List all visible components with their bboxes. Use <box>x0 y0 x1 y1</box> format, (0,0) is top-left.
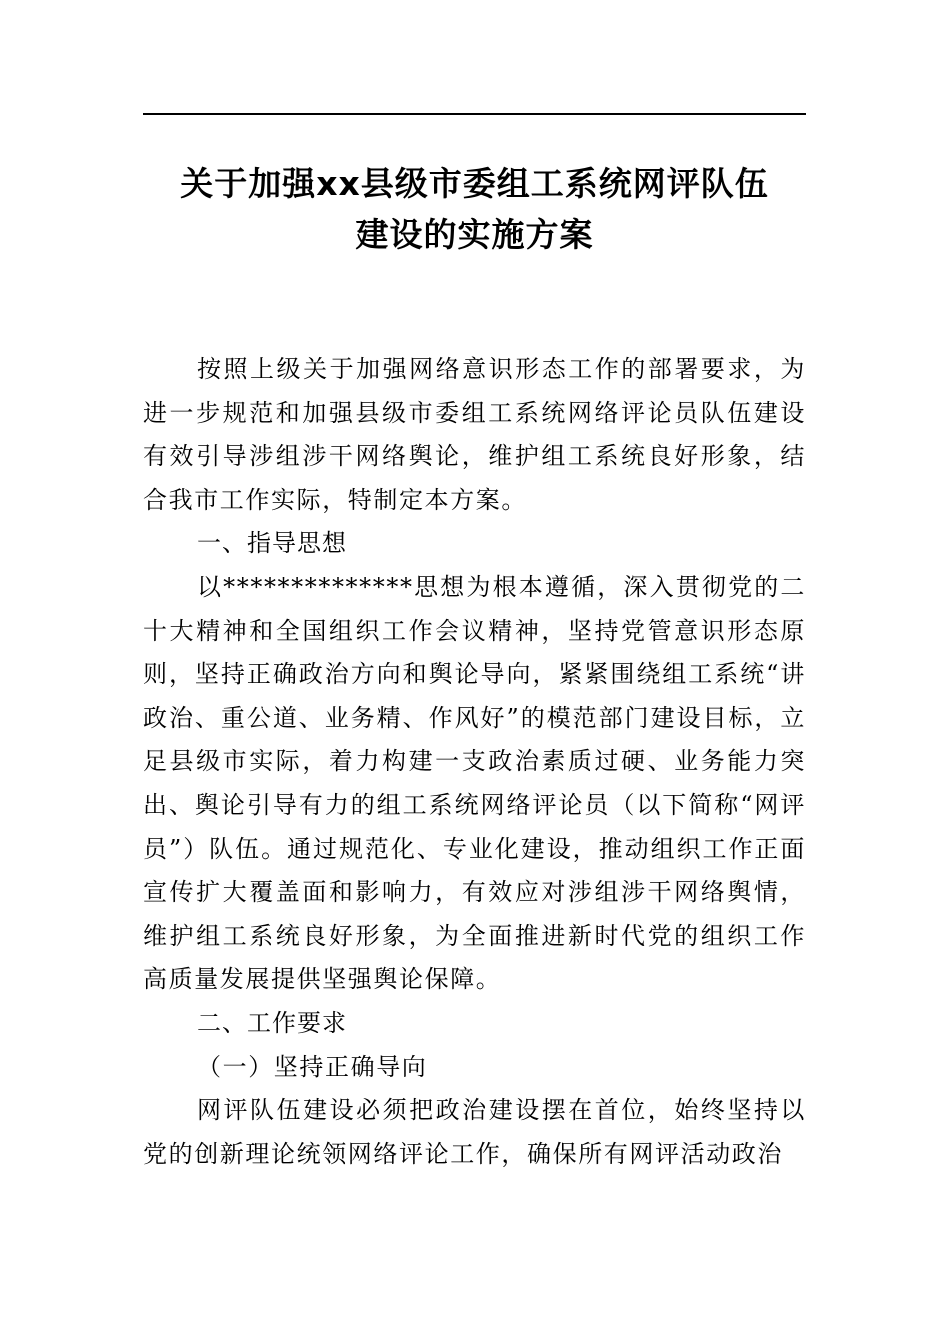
title-line-1: 关于加强xx县级市委组工系统网评队伍 <box>180 164 769 203</box>
section-heading-work-requirements: 二、工作要求 <box>197 1008 347 1037</box>
document-body <box>143 348 806 1176</box>
section-heading-guiding-thought: 一、指导思想 <box>197 529 347 558</box>
intro-paragraph: 按照上级关于加强网络意识形态工作的部署要求，为进一步规范和加强县级市委组工系统网络评论员队伍建设有效引导涉组涉干网络舆论，维护组工系统良好形象，结合我市工作实际，特制定本方案。 <box>143 355 806 514</box>
subsection-heading-correct-direction: （一）坚持正确导向 <box>197 1052 428 1081</box>
title-line-2: 建设的实施方案 <box>355 215 594 254</box>
correct-direction-paragraph: 网评队伍建设必须把政治建设摆在首位，始终坚持以党的创新理论统领网络评论工作，确保所有网评活动政治 <box>143 1096 806 1168</box>
header-rule <box>143 113 806 115</box>
guiding-thought-paragraph: 以**************思想为根本遵循，深入贯彻党的二十大精神和全国组织工作会议精神，坚持党管意识形态原则，坚持正确政治方向和舆论导向，紧紧围绕组工系统“讲政治、重公道、业务精、作风好”的模范部门建设目标，立足县级市实际，着力构建一支政治素质过硬、业务能力突出、舆论引导有力的组工系统网络评论员（以下简称“网评员”）队伍。通过规范化、专业化建设，推动组织工作正面宣传扩大覆盖面和影响力，有效应对涉组涉干网络舆情，维护组工系统良好形象，为全面推进新时代党的组织工作高质量发展提供坚强舆论保障。 <box>143 572 806 994</box>
document-title <box>143 158 806 260</box>
